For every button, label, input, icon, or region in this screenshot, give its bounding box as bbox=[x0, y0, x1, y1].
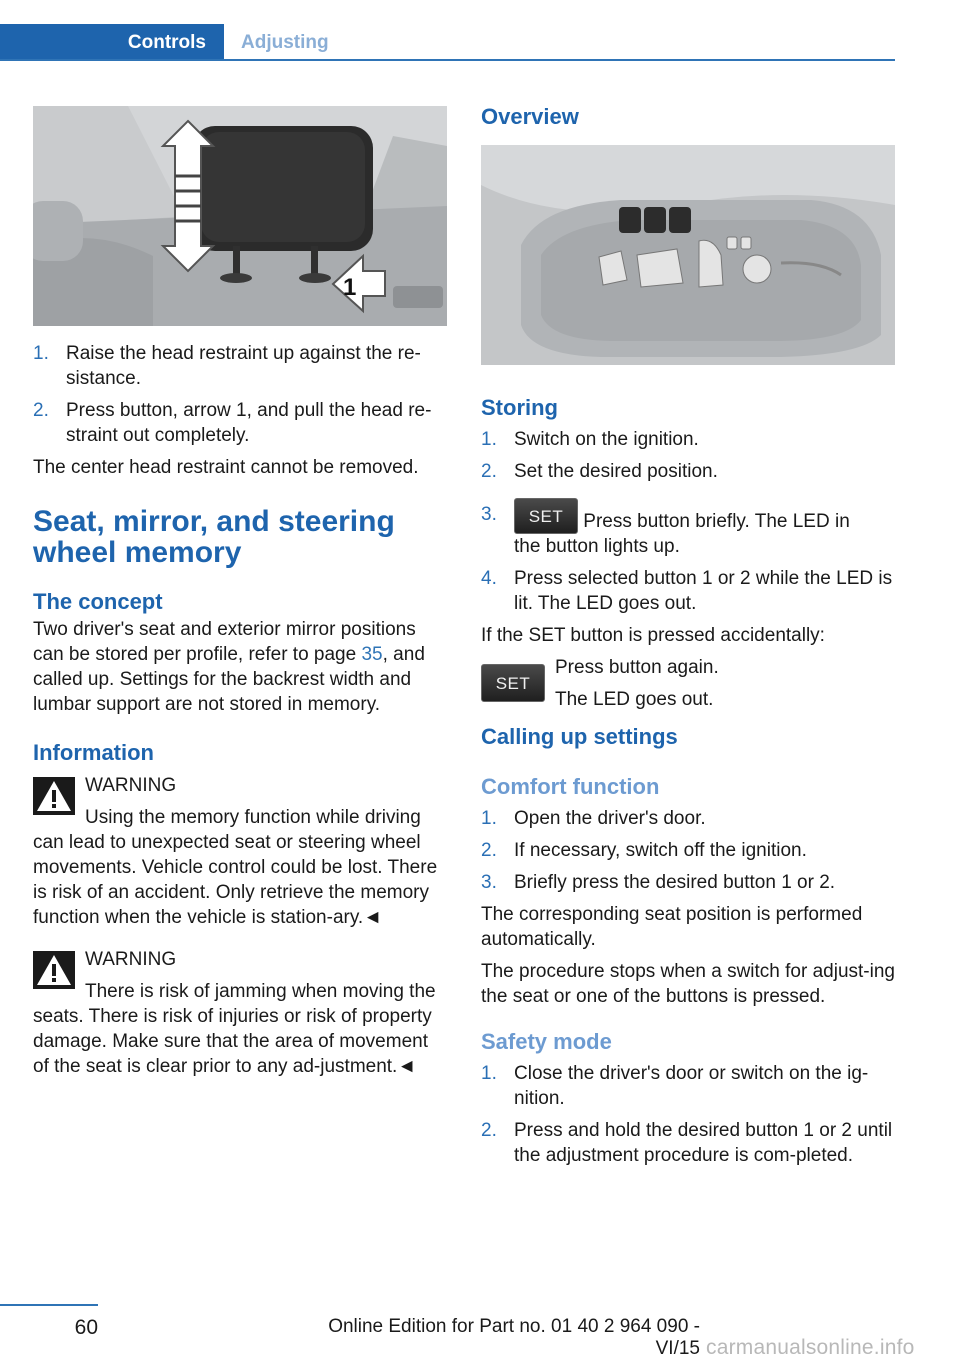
list-item bbox=[481, 1061, 895, 1111]
heading-comfort-function: Comfort function bbox=[481, 774, 660, 799]
heading-the-concept: The concept bbox=[33, 589, 163, 614]
heading-storing: Storing bbox=[481, 395, 558, 420]
list-text: Close the driver's door or switch on the ig‐nition. bbox=[514, 1063, 869, 1109]
list-text: Set the desired position. bbox=[514, 461, 718, 482]
list-item bbox=[481, 806, 895, 831]
page-number: 60 bbox=[74, 1316, 98, 1339]
seat-memory-buttons-illustration bbox=[481, 145, 895, 365]
list-number: 3. bbox=[481, 872, 497, 893]
heading-calling-up-settings: Calling up settings bbox=[481, 724, 678, 749]
warning-title: WARNING bbox=[85, 949, 177, 970]
list-item bbox=[481, 566, 895, 616]
warning-title: WARNING bbox=[85, 775, 177, 796]
list-number: 1. bbox=[481, 1063, 497, 1084]
paragraph-center-restraint: The center head restraint cannot be removed. bbox=[33, 457, 419, 478]
list-text-cont: the button lights up. bbox=[514, 536, 680, 557]
list-number: 3. bbox=[481, 504, 497, 525]
set-button-icon: SET bbox=[481, 664, 545, 702]
figure-callout-1: 1 bbox=[343, 274, 357, 301]
list-item bbox=[481, 427, 895, 452]
watermark-text: carmanualsonline.info bbox=[706, 1336, 915, 1359]
list-text: If necessary, switch off the ignition. bbox=[514, 840, 807, 861]
list-number: 2. bbox=[481, 1120, 497, 1141]
set-again-block bbox=[481, 657, 895, 724]
head-restraint-illustration bbox=[33, 106, 447, 326]
list-text: Press button briefly. The LED in bbox=[578, 511, 850, 532]
left-column bbox=[33, 341, 447, 1079]
led-out-text: The LED goes out. bbox=[555, 689, 714, 710]
list-number: 1. bbox=[33, 343, 49, 364]
storing-steps bbox=[481, 427, 895, 616]
concept-text-cont: , and called up. Settings for the backrest width and lumbar support are not stored in memory. bbox=[33, 644, 425, 715]
concept-text: Two driver's seat and exterior mirror positions can be stored per profile, refer to page bbox=[33, 619, 416, 665]
warning-text: There is risk of jamming when moving the seats. There is risk of injuries or risk of property damage. Make sure that the area of movement of the seat is clear prior to any ad‐justment.◄ bbox=[33, 981, 436, 1077]
head-restraint-figure bbox=[33, 106, 447, 326]
press-again-text: Press button again. bbox=[555, 657, 719, 678]
header-rule bbox=[0, 59, 895, 61]
warning-text: Using the memory function while driving can lead to unexpected seat or steering wheel movements. Vehicle control could be lost. There is risk of an accident. Only retrieve the memory function when the vehicle is station‐ary.◄ bbox=[33, 807, 438, 928]
list-item bbox=[481, 459, 895, 484]
list-number: 4. bbox=[481, 568, 497, 589]
warning-triangle-icon bbox=[33, 777, 75, 815]
list-text: Raise the head restraint up against the re‐sistance. bbox=[66, 343, 421, 389]
list-number: 1. bbox=[481, 808, 497, 829]
list-number: 2. bbox=[481, 461, 497, 482]
list-text: Press selected button 1 or 2 while the LED is lit. The LED goes out. bbox=[514, 568, 893, 614]
list-item bbox=[33, 398, 447, 448]
steps-remove-head-restraint bbox=[33, 341, 447, 448]
tab-adjusting[interactable]: Adjusting bbox=[241, 31, 329, 53]
section-heading-memory: Seat, mirror, and steering wheel memory bbox=[33, 505, 395, 569]
set-button-icon: SET bbox=[514, 498, 578, 534]
list-item bbox=[481, 1118, 895, 1168]
list-number: 1. bbox=[481, 429, 497, 450]
list-item bbox=[481, 870, 895, 895]
comfort-steps bbox=[481, 806, 895, 895]
tab-controls[interactable]: Controls bbox=[0, 24, 224, 61]
warning-triangle-icon bbox=[33, 951, 75, 989]
list-number: 2. bbox=[481, 840, 497, 861]
list-item bbox=[481, 498, 895, 559]
footer-rule bbox=[0, 1304, 98, 1306]
list-item bbox=[33, 341, 447, 391]
warning-block-1 bbox=[33, 773, 447, 930]
page-link-35[interactable]: 35 bbox=[361, 644, 383, 665]
list-text: Press and hold the desired button 1 or 2 until the adjustment procedure is com‐pleted. bbox=[514, 1120, 893, 1166]
paragraph-set-accident: If the SET button is pressed accidentally: bbox=[481, 625, 825, 646]
right-column bbox=[481, 395, 895, 1175]
paragraph-concept bbox=[33, 617, 447, 717]
seat-controls-figure bbox=[481, 145, 895, 365]
paragraph-corresponding: The corresponding seat position is performed automatically. bbox=[481, 904, 863, 950]
list-item bbox=[481, 838, 895, 863]
heading-overview: Overview bbox=[481, 104, 579, 129]
list-number: 2. bbox=[33, 400, 49, 421]
list-text: Open the driver's door. bbox=[514, 808, 706, 829]
list-text: Switch on the ignition. bbox=[514, 429, 699, 450]
list-text: Press button, arrow 1, and pull the head re‐straint out completely. bbox=[66, 400, 432, 446]
list-text: Briefly press the desired button 1 or 2. bbox=[514, 872, 836, 893]
heading-safety-mode: Safety mode bbox=[481, 1029, 612, 1054]
paragraph-procedure: The procedure stops when a switch for adjust‐ing the seat or one of the buttons is pressed. bbox=[481, 961, 895, 1007]
safety-steps bbox=[481, 1061, 895, 1168]
heading-information: Information bbox=[33, 740, 154, 765]
edition-text: Online Edition for Part no. 01 40 2 964 090 - VI/15 bbox=[328, 1316, 700, 1359]
warning-block-2 bbox=[33, 947, 447, 1079]
